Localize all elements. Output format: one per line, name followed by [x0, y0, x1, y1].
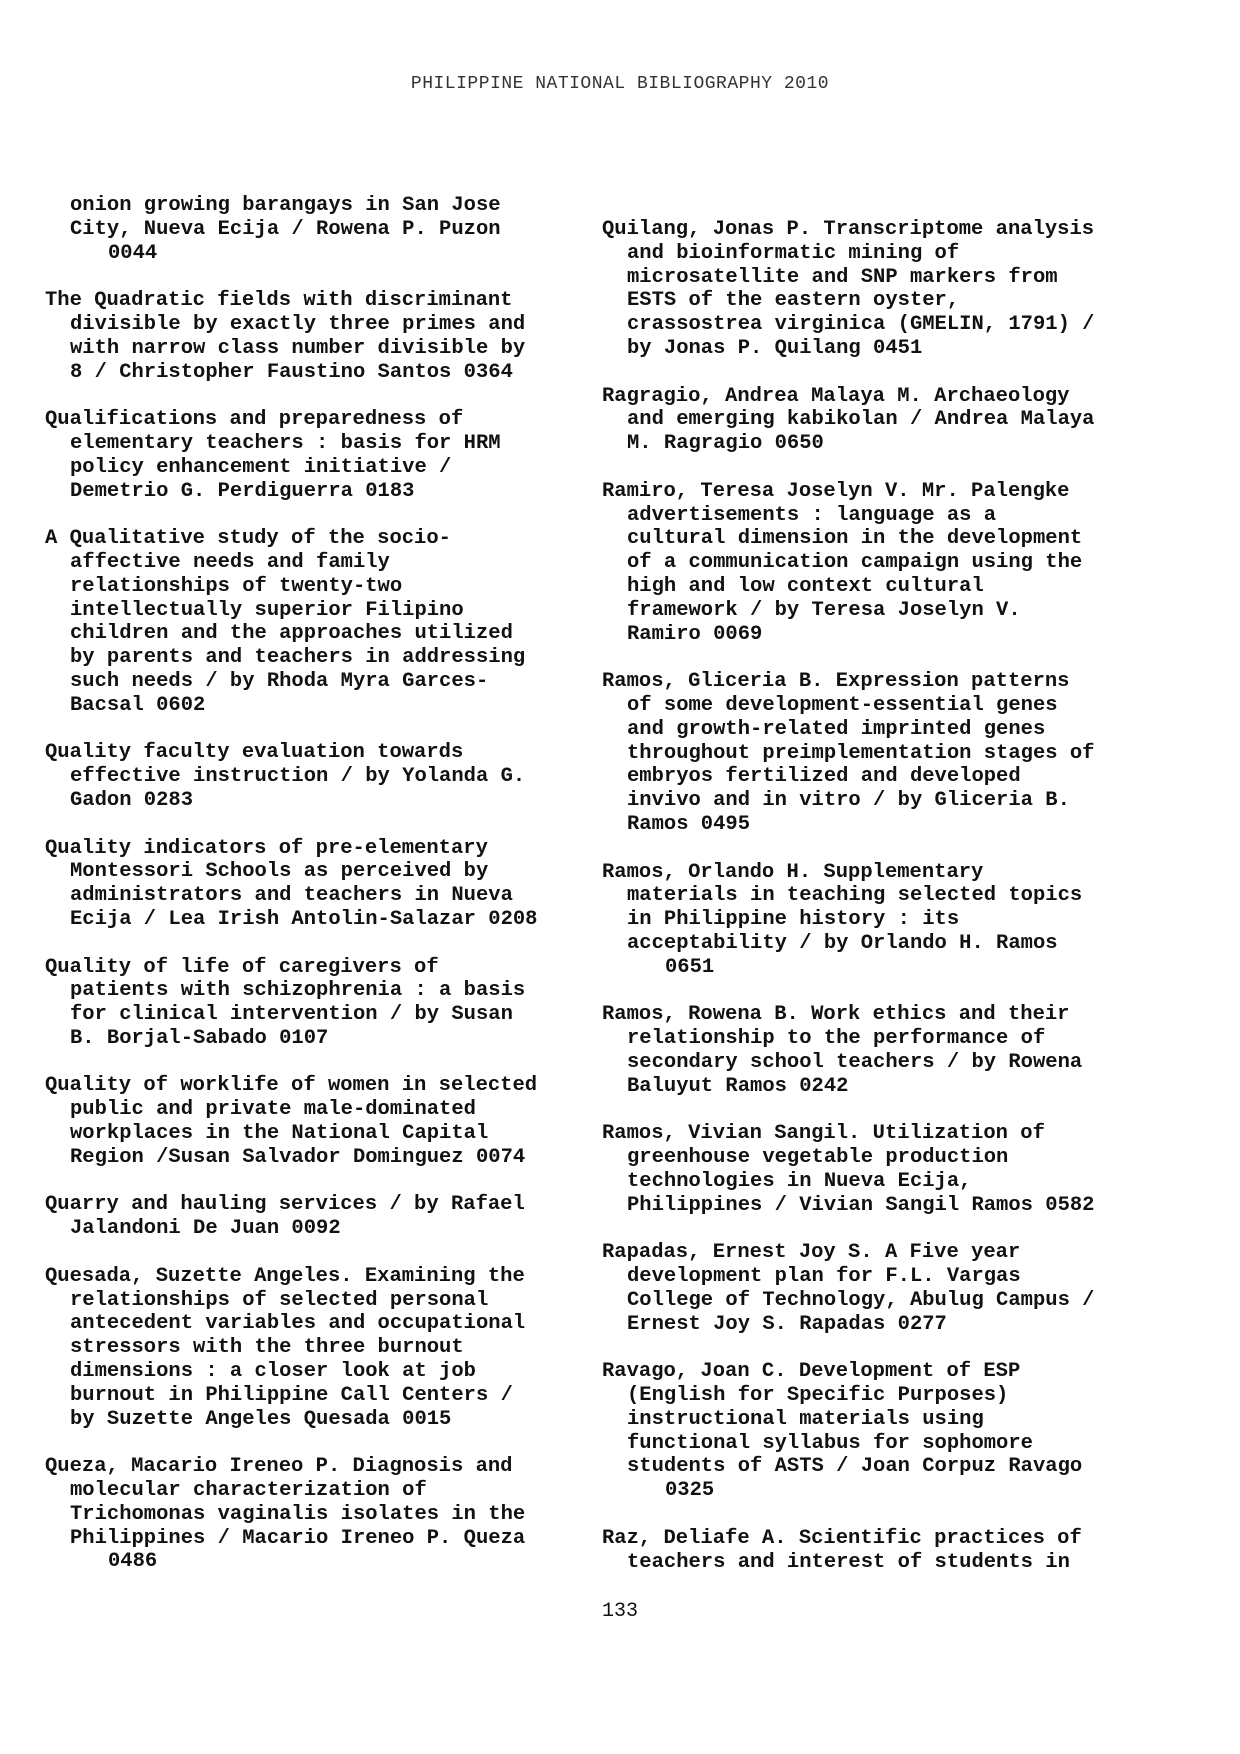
entry-line: Demetrio G. Perdiguerra 0183 — [70, 479, 415, 503]
bibliography-entry — [45, 741, 605, 812]
entry-line: development plan for F.L. Vargas — [627, 1265, 1021, 1289]
entry-line: Ramiro, Teresa Joselyn V. Mr. Palengke — [602, 479, 1070, 503]
right-column — [602, 218, 1162, 1598]
entry-line: Region /Susan Salvador Dominguez 0074 — [70, 1145, 526, 1169]
entry-line: Trichomonas vaginalis isolates in the — [70, 1502, 526, 1526]
entry-line: with narrow class number divisible by — [70, 336, 526, 360]
bibliography-entry — [45, 1193, 605, 1241]
left-column — [45, 194, 605, 1598]
entry-line: Ernest Joy S. Rapadas 0277 — [627, 1312, 947, 1336]
entry-line: intellectually superior Filipino — [70, 598, 464, 622]
bibliography-entry — [602, 480, 1162, 647]
bibliography-entry — [602, 1003, 1162, 1098]
entry-line: by Suzette Angeles Quesada 0015 — [70, 1407, 452, 1431]
entry-line: children and the approaches utilized — [70, 622, 513, 646]
entry-line: Quilang, Jonas P. Transcriptome analysis — [602, 218, 1095, 241]
entry-line: and bioinformatic mining of — [627, 241, 960, 265]
entry-line: secondary school teachers / by Rowena — [627, 1050, 1083, 1074]
entry-line: B. Borjal-Sabado 0107 — [70, 1026, 329, 1050]
entry-line: dimensions : a closer look at job — [70, 1360, 476, 1384]
entry-line: City, Nueva Ecija / Rowena P. Puzon — [70, 217, 501, 241]
entry-line: 0486 — [108, 1550, 158, 1574]
entry-line: Ramos, Orlando H. Supplementary — [602, 860, 984, 884]
entry-line: public and private male-dominated — [70, 1098, 476, 1122]
entry-line: workplaces in the National Capital — [70, 1122, 489, 1146]
entry-line: Bacsal 0602 — [70, 693, 206, 717]
entry-line: Quality of life of caregivers of — [45, 955, 439, 979]
entry-line: Ramiro 0069 — [627, 622, 763, 646]
entry-line: Qualifications and preparedness of — [45, 408, 464, 432]
entry-line: by Jonas P. Quilang 0451 — [627, 336, 923, 360]
entry-line: Quesada, Suzette Angeles. Examining the — [45, 1264, 525, 1288]
bibliography-entry — [602, 670, 1162, 837]
bibliography-entry — [602, 385, 1162, 456]
entry-line: functional syllabus for sophomore — [627, 1431, 1033, 1455]
entry-line: Philippines / Macario Ireneo P. Queza — [70, 1526, 526, 1550]
entry-line: by parents and teachers in addressing — [70, 646, 526, 670]
entry-line: Ragragio, Andrea Malaya M. Archaeology — [602, 384, 1070, 408]
entry-line: for clinical intervention / by Susan — [70, 1003, 513, 1027]
entry-line: elementary teachers : basis for HRM — [70, 431, 501, 455]
entry-line: Quality faculty evaluation towards — [45, 741, 464, 765]
entry-line: Gadon 0283 — [70, 788, 194, 812]
bibliography-entry — [45, 956, 605, 1051]
entry-line: relationships of selected personal — [70, 1288, 489, 1312]
entry-line: and emerging kabikolan / Andrea Malaya — [627, 408, 1095, 432]
bibliography-entry — [602, 1122, 1162, 1217]
entry-line: high and low context cultural — [627, 574, 984, 598]
entry-line: Ramos, Gliceria B. Expression patterns — [602, 670, 1070, 694]
entry-line: College of Technology, Abulug Campus / — [627, 1288, 1095, 1312]
entry-line: crassostrea virginica (GMELIN, 1791) / — [627, 313, 1095, 337]
entry-line: greenhouse vegetable production — [627, 1146, 1009, 1170]
entry-line: in Philippine history : its — [627, 908, 960, 932]
entry-line: 0044 — [108, 241, 158, 265]
entry-line: embryos fertilized and developed — [627, 765, 1021, 789]
bibliography-entry — [602, 861, 1162, 980]
entry-line: 8 / Christopher Faustino Santos 0364 — [70, 360, 513, 384]
entry-line: Ramos, Vivian Sangil. Utilization of — [602, 1122, 1045, 1146]
entry-line: Quality indicators of pre-elementary — [45, 836, 488, 860]
bibliography-entry — [602, 218, 1162, 361]
entry-line: teachers and interest of students in — [627, 1550, 1070, 1574]
entry-line: acceptability / by Orlando H. Ramos — [627, 931, 1058, 955]
entry-line: cultural dimension in the development — [627, 527, 1083, 551]
entry-line: Quarry and hauling services / by Rafael — [45, 1193, 525, 1217]
entry-line: M. Ragragio 0650 — [627, 432, 824, 456]
bibliography-entry — [602, 1527, 1162, 1575]
entry-line: policy enhancement initiative / — [70, 455, 452, 479]
entry-line: advertisements : language as a — [627, 503, 997, 527]
entry-line: Rapadas, Ernest Joy S. A Five year — [602, 1241, 1021, 1265]
entry-line: instructional materials using — [627, 1407, 984, 1431]
entry-line: Ramos, Rowena B. Work ethics and their — [602, 1003, 1070, 1027]
bibliography-entry — [45, 408, 605, 503]
entry-line: 0325 — [665, 1479, 715, 1503]
entry-line: divisible by exactly three primes and — [70, 312, 526, 336]
entry-line: throughout preimplementation stages of — [627, 741, 1095, 765]
entry-line: molecular characterization of — [70, 1479, 427, 1503]
entry-line: Raz, Deliafe A. Scientific practices of — [602, 1526, 1082, 1550]
entry-line: stressors with the three burnout — [70, 1336, 464, 1360]
entry-line: ESTS of the eastern oyster, — [627, 289, 960, 313]
entry-line: administrators and teachers in Nueva — [70, 884, 513, 908]
entry-line: The Quadratic fields with discriminant — [45, 289, 513, 313]
entry-line: relationships of twenty-two — [70, 574, 403, 598]
entry-line: students of ASTS / Joan Corpuz Ravago — [627, 1455, 1083, 1479]
entry-line: such needs / by Rhoda Myra Garces- — [70, 669, 489, 693]
entry-line: microsatellite and SNP markers from — [627, 265, 1058, 289]
entry-line: affective needs and family — [70, 550, 390, 574]
entry-line: and growth-related imprinted genes — [627, 717, 1046, 741]
bibliography-entry — [602, 1241, 1162, 1336]
entry-line: of some development-essential genes — [627, 693, 1058, 717]
entry-line: materials in teaching selected topics — [627, 884, 1083, 908]
entry-line: Philippines / Vivian Sangil Ramos 0582 — [627, 1193, 1095, 1217]
entry-line: Ravago, Joan C. Development of ESP — [602, 1360, 1021, 1384]
entry-line: Baluyut Ramos 0242 — [627, 1074, 849, 1098]
entry-line: Jalandoni De Juan 0092 — [70, 1217, 341, 1241]
entry-line: A Qualitative study of the socio- — [45, 527, 451, 551]
entry-line: relationship to the performance of — [627, 1027, 1046, 1051]
entry-line: (English for Specific Purposes) — [627, 1384, 1009, 1408]
entry-line: antecedent variables and occupational — [70, 1312, 526, 1336]
entry-line: onion growing barangays in San Jose — [70, 194, 501, 217]
bibliography-entry — [45, 1455, 605, 1574]
entry-line: Ramos 0495 — [627, 812, 751, 836]
entry-line: framework / by Teresa Joselyn V. — [627, 598, 1021, 622]
entry-line: invivo and in vitro / by Gliceria B. — [627, 789, 1070, 813]
entry-line: Queza, Macario Ireneo P. Diagnosis and — [45, 1455, 513, 1479]
bibliography-entry — [45, 1265, 605, 1432]
bibliography-entry — [602, 1360, 1162, 1503]
entry-line: effective instruction / by Yolanda G. — [70, 765, 526, 789]
entry-line: technologies in Nueva Ecija, — [627, 1169, 972, 1193]
entry-line: 0651 — [665, 955, 715, 979]
entry-line: patients with schizophrenia : a basis — [70, 979, 526, 1003]
entry-line: of a communication campaign using the — [627, 551, 1083, 575]
entry-line: Ecija / Lea Irish Antolin-Salazar 0208 — [70, 907, 538, 931]
bibliography-entry — [45, 527, 605, 717]
entry-line: Montessori Schools as perceived by — [70, 860, 489, 884]
page-number: 133 — [601, 1600, 638, 1623]
bibliography-entry — [45, 289, 605, 384]
running-header: PHILIPPINE NATIONAL BIBLIOGRAPHY 2010 — [410, 74, 830, 94]
bibliography-entry — [45, 194, 605, 265]
bibliography-entry — [45, 1074, 605, 1169]
entry-line: Quality of worklife of women in selected — [45, 1074, 538, 1098]
entry-line: burnout in Philippine Call Centers / — [70, 1383, 513, 1407]
bibliography-entry — [45, 837, 605, 932]
